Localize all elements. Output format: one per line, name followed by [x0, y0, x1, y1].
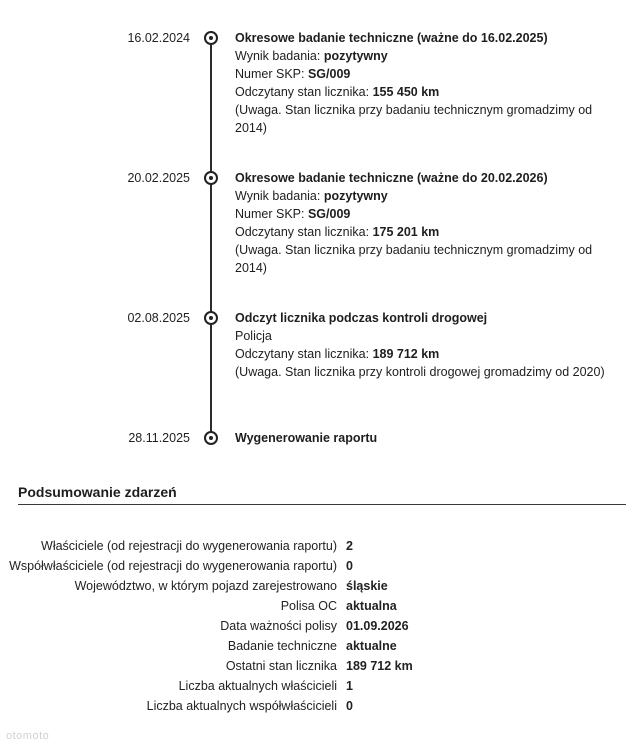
summary-value: 1 — [346, 679, 353, 693]
event-result-label: Wynik badania: — [235, 49, 321, 63]
event-source: Policja — [235, 329, 272, 343]
summary-value: aktualne — [346, 639, 397, 653]
summary-value: 0 — [346, 559, 353, 573]
timeline-marker-icon — [204, 431, 218, 445]
event-date: 28.11.2025 — [128, 431, 190, 445]
summary-label: Województwo, w którym pojazd zarejestrowano — [74, 579, 337, 593]
event-skp-label: Numer SKP: — [235, 207, 305, 221]
summary-value: 01.09.2026 — [346, 619, 409, 633]
event-skp-value: SG/009 — [307, 67, 351, 81]
summary-row-co-owners — [0, 558, 632, 575]
summary-row-current-owners — [0, 678, 632, 695]
event-details — [235, 429, 605, 447]
summary-label: Liczba aktualnych współwłaścicieli — [146, 699, 337, 713]
summary-label: Właściciele (od rejestracji do wygenerowania raportu) — [41, 539, 337, 553]
watermark: otomoto — [6, 730, 50, 742]
event-result-value: pozytywny — [323, 189, 388, 203]
timeline-marker-icon — [204, 31, 218, 45]
timeline-line — [210, 37, 212, 439]
timeline-marker-icon — [204, 171, 218, 185]
summary-value: 189 712 km — [346, 659, 413, 673]
event-odometer-value: 175 201 km — [372, 225, 440, 239]
event-result — [235, 187, 605, 205]
summary-row-current-co-owners — [0, 698, 632, 715]
summary-row-odometer — [0, 658, 632, 675]
event-odometer — [235, 345, 605, 363]
event-result-value: pozytywny — [323, 49, 388, 63]
summary-label: Współwłaściciele (od rejestracji do wygenerowania raportu) — [9, 559, 337, 573]
summary-table — [0, 538, 632, 718]
summary-row-oc-policy — [0, 598, 632, 615]
summary-label: Ostatni stan licznika — [225, 659, 337, 673]
event-odometer — [235, 223, 605, 241]
event-odometer-label: Odczytany stan licznika: — [235, 85, 370, 99]
summary-divider — [18, 504, 626, 505]
summary-row-voivodeship — [0, 578, 632, 595]
event-date: 20.02.2025 — [127, 171, 190, 185]
event-skp — [235, 205, 605, 223]
event-title: Odczyt licznika podczas kontroli drogowej — [235, 311, 488, 325]
summary-heading: Podsumowanie zdarzeń — [18, 484, 177, 500]
summary-value: 2 — [346, 539, 353, 553]
summary-label: Data ważności polisy — [220, 619, 337, 633]
event-result — [235, 47, 605, 65]
summary-label: Polisa OC — [280, 599, 337, 613]
event-odometer-value: 155 450 km — [372, 85, 440, 99]
summary-value: aktualna — [346, 599, 397, 613]
summary-label: Badanie techniczne — [227, 639, 337, 653]
event-odometer-value: 189 712 km — [372, 347, 440, 361]
event-skp — [235, 65, 605, 83]
event-skp-label: Numer SKP: — [235, 67, 305, 81]
summary-row-policy-expiry — [0, 618, 632, 635]
event-skp-value: SG/009 — [307, 207, 351, 221]
event-details — [235, 29, 605, 137]
event-odometer-label: Odczytany stan licznika: — [235, 225, 370, 239]
summary-label: Liczba aktualnych właścicieli — [178, 679, 337, 693]
event-note: (Uwaga. Stan licznika przy badaniu technicznym gromadzimy od 2014) — [235, 103, 593, 135]
summary-value: śląskie — [346, 579, 388, 593]
timeline-marker-icon — [204, 311, 218, 325]
event-title: Wygenerowanie raportu — [235, 431, 378, 445]
event-date: 02.08.2025 — [127, 311, 190, 325]
summary-row-inspection — [0, 638, 632, 655]
event-odometer — [235, 83, 605, 101]
event-note: (Uwaga. Stan licznika przy kontroli drogowej gromadzimy od 2020) — [235, 365, 605, 379]
event-result-label: Wynik badania: — [235, 189, 321, 203]
event-odometer-label: Odczytany stan licznika: — [235, 347, 370, 361]
event-title: Okresowe badanie techniczne (ważne do 20.02.2026) — [235, 171, 548, 185]
event-date: 16.02.2024 — [127, 31, 190, 45]
summary-value: 0 — [346, 699, 353, 713]
event-details — [235, 309, 605, 381]
summary-row-owners — [0, 538, 632, 555]
event-note: (Uwaga. Stan licznika przy badaniu technicznym gromadzimy od 2014) — [235, 243, 593, 275]
event-details — [235, 169, 605, 277]
event-title: Okresowe badanie techniczne (ważne do 16.02.2025) — [235, 31, 548, 45]
